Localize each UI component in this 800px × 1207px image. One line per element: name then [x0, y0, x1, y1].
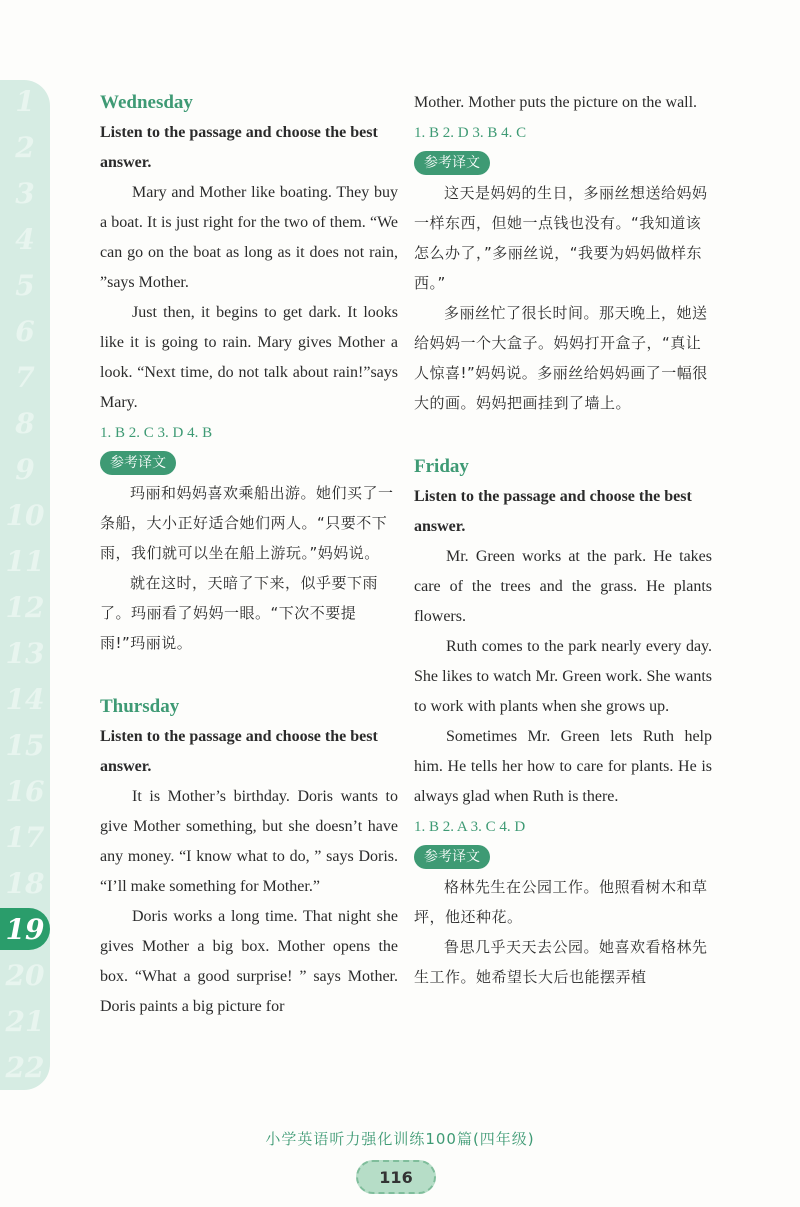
- chapter-tab-13[interactable]: 13: [5, 636, 45, 670]
- thursday-heading: Thursday: [100, 696, 180, 717]
- left-column: [100, 88, 398, 1022]
- translation-tag: 参考译文: [100, 451, 176, 475]
- thursday-paragraph-2: Doris works a long time. That night she gives Mother a big box. Mother opens the box. “What a good surprise! ” says Mother. Doris paints a big picture for: [100, 908, 398, 1015]
- wednesday-paragraph-2: Just then, it begins to get dark. It looks like it is going to rain. Mary gives Mother a look. “Next time, do not talk about rain!”says Mary.: [100, 304, 398, 411]
- chapter-tab-6[interactable]: 6: [15, 314, 35, 348]
- book-title: 小学英语听力强化训练100篇(四年级): [265, 1130, 535, 1148]
- friday-paragraph-1: Mr. Green works at the park. He takes care of the trees and the grass. He plants flowers.: [414, 548, 712, 625]
- chapter-tab-5[interactable]: 5: [15, 268, 35, 302]
- wednesday-translation-1: 玛丽和妈妈喜欢乘船出游。她们买了一条船，大小正好适合她们两人。“只要不下雨，我们就可以坐在船上游玩。”妈妈说。: [100, 484, 394, 562]
- wednesday-translation-2: 就在这时，天暗了下来，似乎要下雨了。玛丽看了妈妈一眼。“下次不要提雨!”玛丽说。: [100, 574, 379, 652]
- friday-paragraph-3: Sometimes Mr. Green lets Ruth help him. He tells her how to care for plants. He is always glad when Ruth is there.: [414, 728, 712, 805]
- chapter-tab-15[interactable]: 15: [5, 728, 45, 762]
- wednesday-paragraph-1: Mary and Mother like boating. They buy a boat. It is just right for the two of them. “We can go on the boat as long as it does not rain, ”says Mother.: [100, 184, 398, 291]
- chapter-tab-14[interactable]: 14: [5, 682, 45, 716]
- chapter-tab-21[interactable]: 21: [5, 1004, 45, 1038]
- friday-instruction: Listen to the passage and choose the best answer.: [414, 488, 692, 535]
- chapter-tab-2[interactable]: 2: [15, 130, 35, 164]
- chapter-tab-16[interactable]: 16: [5, 774, 45, 808]
- chapter-tab-22[interactable]: 22: [5, 1050, 45, 1084]
- translation-tag: 参考译文: [414, 151, 490, 175]
- chapter-tab-3[interactable]: 3: [15, 176, 35, 210]
- friday-translation-1: 格林先生在公园工作。他照看树木和草坪，他还种花。: [414, 878, 708, 926]
- chapter-tab-9[interactable]: 9: [15, 452, 35, 486]
- wednesday-heading: Wednesday: [100, 92, 193, 113]
- chapter-tab-8[interactable]: 8: [15, 406, 35, 440]
- chapter-tab-1[interactable]: 1: [15, 84, 35, 118]
- chapter-tab-17[interactable]: 17: [5, 820, 45, 854]
- chapter-tab-10[interactable]: 10: [5, 498, 45, 532]
- chapter-tab-4[interactable]: 4: [15, 222, 35, 256]
- friday-paragraph-2: Ruth comes to the park nearly every day. She likes to watch Mr. Green work. She wants to work with plants when she grows up.: [414, 638, 712, 715]
- chapter-sidebar: [0, 80, 50, 1090]
- thursday-paragraph-2-continued: Mother. Mother puts the picture on the wall.: [414, 94, 698, 111]
- thursday-instruction: Listen to the passage and choose the best answer.: [100, 728, 378, 775]
- chapter-tab-18[interactable]: 18: [5, 866, 45, 900]
- friday-answers: 1. B 2. A 3. C 4. D: [414, 819, 526, 835]
- thursday-translation-1: 这天是妈妈的生日，多丽丝想送给妈妈一样东西，但她一点钱也没有。“我知道该怎么办了，”多丽丝说，“我要为妈妈做样东西。”: [414, 184, 708, 292]
- friday-translation-2: 鲁思几乎天天去公园。她喜欢看格林先生工作。她希望长大后也能摆弄植: [414, 938, 708, 986]
- chapter-tab-11[interactable]: 11: [5, 544, 45, 578]
- friday-heading: Friday: [414, 456, 469, 477]
- page-number-badge: 116: [356, 1160, 436, 1194]
- chapter-tab-12[interactable]: 12: [5, 590, 45, 624]
- chapter-tab-7[interactable]: 7: [15, 360, 35, 394]
- thursday-paragraph-1: It is Mother’s birthday. Doris wants to give Mother something, but she doesn’t have any money. “I know what to do, ” says Doris. “I’ll make something for Mother.”: [100, 788, 398, 895]
- chapter-tab-19-active[interactable]: 19: [0, 908, 50, 950]
- wednesday-instruction: Listen to the passage and choose the best answer.: [100, 124, 378, 171]
- thursday-translation-2: 多丽丝忙了很长时间。那天晚上，她送给妈妈一个大盒子。妈妈打开盒子，“真让人惊喜!”妈妈说。多丽丝给妈妈画了一幅很大的画。妈妈把画挂到了墙上。: [414, 304, 708, 412]
- thursday-answers: 1. B 2. D 3. B 4. C: [414, 125, 527, 141]
- right-column: [414, 88, 712, 992]
- translation-tag: 参考译文: [414, 845, 490, 869]
- wednesday-answers: 1. B 2. C 3. D 4. B: [100, 425, 213, 441]
- chapter-tab-20[interactable]: 20: [5, 958, 45, 992]
